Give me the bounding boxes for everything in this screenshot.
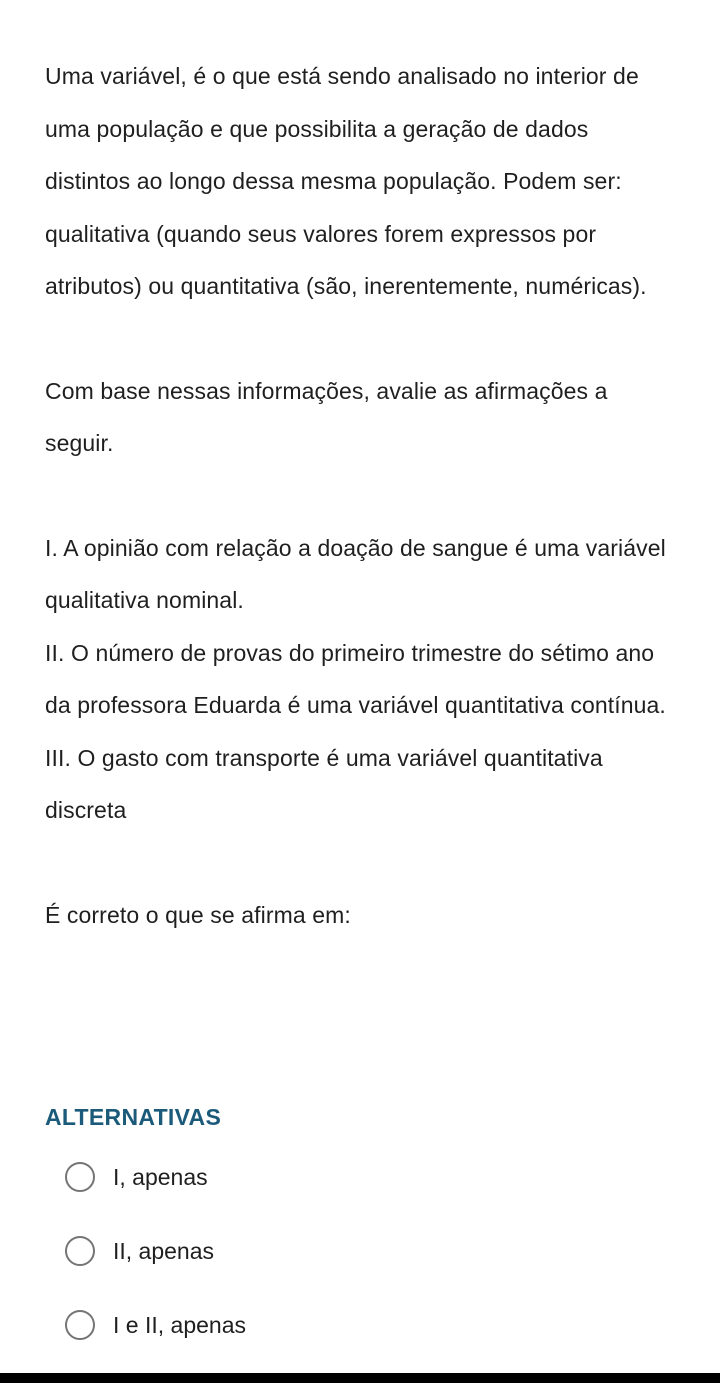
question-intro: Uma variável, é o que está sendo analisado no interior de uma população e que possibilita a geração de dados distintos ao longo dessa mesma população. Podem ser: qualitativa (quando seus valores forem expressos por atributos) ou quantitativa (são, inerentemente, numéricas).	[45, 63, 647, 299]
alternative-option-3[interactable]	[65, 1308, 246, 1342]
radio-button-icon[interactable]	[65, 1162, 95, 1192]
question-instruction: Com base nessas informações, avalie as afirmações a seguir.	[45, 377, 608, 456]
question-body	[45, 50, 675, 941]
spacer	[45, 837, 675, 889]
spacer	[45, 470, 675, 522]
statement-2: II. O número de provas do primeiro trimestre do sétimo ano da professora Eduarda é uma variável quantitativa contínua.	[45, 639, 666, 718]
statement-1: I. A opinião com relação a doação de sangue é uma variável qualitativa nominal.	[45, 534, 666, 613]
alternative-option-1[interactable]	[65, 1160, 208, 1194]
alternative-label: I, apenas	[113, 1163, 208, 1190]
alternative-option-2[interactable]	[65, 1234, 214, 1268]
alternative-label: I e II, apenas	[113, 1311, 246, 1338]
spacer	[45, 313, 675, 365]
statement-3: III. O gasto com transporte é uma variável quantitativa discreta	[45, 744, 603, 823]
bottom-edge-bar	[0, 1373, 720, 1383]
radio-button-icon[interactable]	[65, 1236, 95, 1266]
alternative-label: II, apenas	[113, 1237, 215, 1264]
alternatives-title: ALTERNATIVAS	[45, 1104, 222, 1130]
radio-button-icon[interactable]	[65, 1310, 95, 1340]
question-prompt: É correto o que se afirma em:	[45, 901, 351, 928]
